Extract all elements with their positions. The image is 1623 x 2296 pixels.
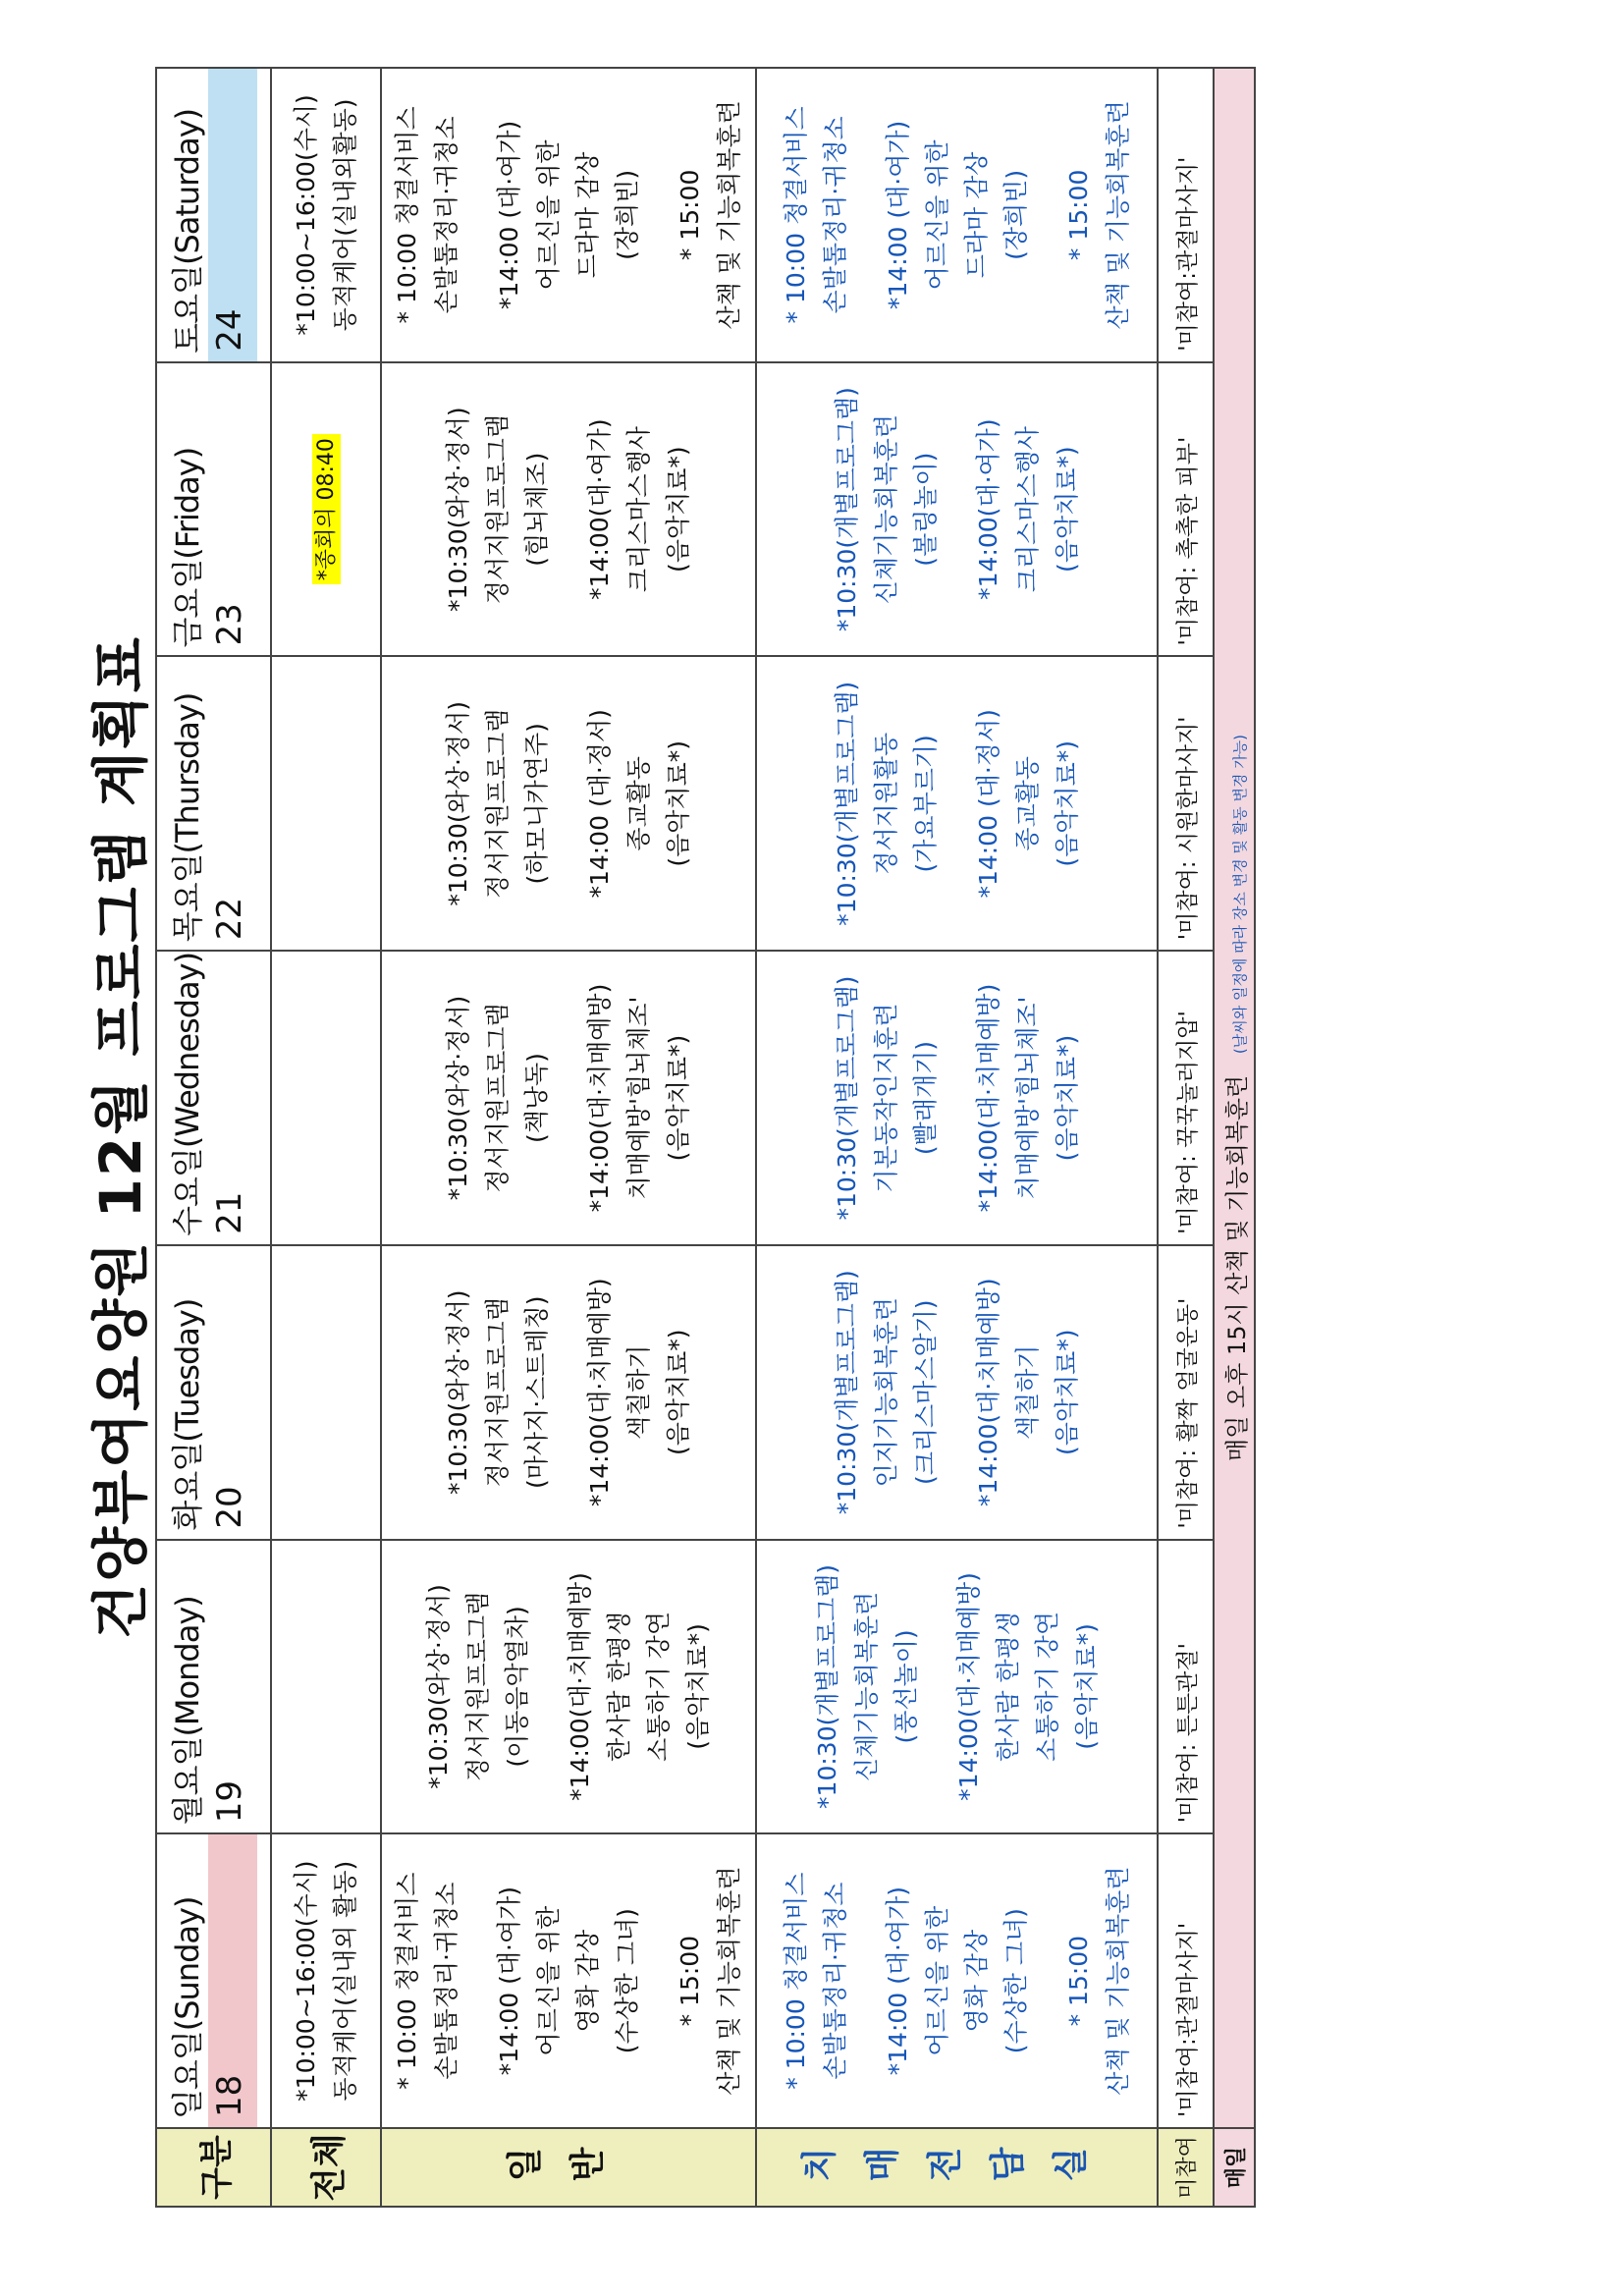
cell-dementia-wed xyxy=(756,951,1158,1245)
cell-general-sun xyxy=(381,1833,756,2128)
cell-line: *10:30(와상·정서) xyxy=(444,701,472,906)
cell-line: 소통하기 강연 xyxy=(644,1612,673,1762)
day-header-wednesday xyxy=(156,951,271,1245)
cell-line: (음악치료*) xyxy=(664,740,692,867)
day-number: 20 xyxy=(210,1486,249,1529)
cell-line: 동적케어(실내외활동) xyxy=(331,98,359,332)
cell-general-thu xyxy=(381,656,756,951)
cell-line: 어르신을 위한 xyxy=(534,1905,563,2056)
cell-line: (빨래개기) xyxy=(910,1040,940,1156)
cell-line: *14:00(대·치매예방) xyxy=(566,1572,594,1801)
cell-line: 기본동작인지훈련 xyxy=(871,1003,900,1193)
cell-line: * 15:00 xyxy=(676,169,704,261)
day-number: 22 xyxy=(210,897,249,941)
cell-miss-thu: '미참여: 시원한마사지' xyxy=(1158,656,1214,951)
cell-line: 동적케어(실내외 활동) xyxy=(331,1860,359,2102)
cell-line: 정서지원활동 xyxy=(871,732,900,875)
cell-line: 손발톱정리·귀청소 xyxy=(432,116,460,314)
cell-line: 치매예방'힘뇌체조' xyxy=(1012,996,1042,1200)
cell-line: *14:00 (대·여가) xyxy=(883,120,912,310)
cell-line: 영화 감상 xyxy=(573,1929,602,2033)
cell-miss-sun: '미참여:관절마사지' xyxy=(1158,1833,1214,2128)
cell-line: (마사지·스트레칭) xyxy=(522,1295,551,1489)
cell-line: (음악치료*) xyxy=(1052,446,1081,573)
row-label-dementia: 치매전담실 xyxy=(756,2128,1158,2207)
cell-line: 어르신을 위한 xyxy=(922,1905,951,2056)
daily-change-note: (날씨와 일정에 따라 장소 변경 및 활동 변경 가능) xyxy=(1230,734,1249,1055)
cell-dementia-sun xyxy=(756,1833,1158,2128)
cell-line: (하모니카연주) xyxy=(522,723,551,885)
cell-miss-fri: '미참여: 촉촉한 피부' xyxy=(1158,362,1214,657)
schedule-table xyxy=(155,67,1256,2208)
cell-line: * 10:00 청결서비스 xyxy=(781,106,810,324)
day-number: 21 xyxy=(210,1191,249,1234)
cell-line: 치매예방'힘뇌체조' xyxy=(624,996,653,1200)
cell-all-sat xyxy=(271,68,381,362)
cell-miss-wed: '미참여: 꾹꾹눌러지압' xyxy=(1158,951,1214,1245)
cell-line: (음악치료*) xyxy=(683,1623,712,1750)
cell-line: 정서지원프로그램 xyxy=(483,414,512,605)
cell-general-wed xyxy=(381,951,756,1245)
cell-all-mon xyxy=(271,1540,381,1834)
cell-miss-sat: '미참여:관절마사지' xyxy=(1158,68,1214,362)
header-label: 구분 xyxy=(156,2128,271,2207)
cell-line: 한사람 한평생 xyxy=(605,1612,633,1762)
day-number: 24 xyxy=(210,308,249,352)
cell-line: * 15:00 xyxy=(1063,169,1093,261)
cell-line: (음악치료*) xyxy=(1052,1034,1081,1162)
cell-all-tue xyxy=(271,1245,381,1540)
cell-line: 색칠하기 xyxy=(624,1344,653,1441)
day-name: 화요일(Tuesday) xyxy=(169,1298,206,1531)
day-header-saturday xyxy=(156,68,271,362)
cell-line: *14:00(대·여가) xyxy=(973,418,1002,600)
cell-line: 손발톱정리·귀청소 xyxy=(820,116,849,314)
cell-line: *10:00~16:00(수시) xyxy=(292,94,320,336)
day-name: 목요일(Thursday) xyxy=(169,692,206,943)
cell-line: 소통하기 강연 xyxy=(1032,1612,1061,1762)
day-number: 19 xyxy=(210,1780,249,1824)
header-row xyxy=(156,68,271,2207)
cell-miss-mon: '미참여: 튼튼관절' xyxy=(1158,1540,1214,1834)
cell-general-tue xyxy=(381,1245,756,1540)
cell-line: *14:00 (대·정서) xyxy=(973,709,1002,899)
cell-line: *10:30(개별프로그램) xyxy=(832,1270,861,1515)
cell-line: 크리스마스행사 xyxy=(624,426,653,593)
cell-line: (음악치료*) xyxy=(664,1329,692,1456)
cell-line: (풍선놀이) xyxy=(891,1629,920,1744)
day-name: 일요일(Sunday) xyxy=(169,1896,206,2119)
cell-line: * 15:00 xyxy=(676,1935,704,2027)
page-title: 건양부여요양원 12월 프로그램 계획표 xyxy=(87,635,154,1639)
cell-line: 산책 및 기능회복훈련 xyxy=(1103,100,1132,330)
cell-line: (힘뇌체조) xyxy=(522,452,551,567)
cell-general-mon xyxy=(381,1540,756,1834)
daily-text: 매일 오후 15시 산책 및 기능회복훈련 xyxy=(1222,1074,1251,1462)
cell-line: *10:30(개별프로그램) xyxy=(812,1563,841,1809)
cell-line: 신체기능회복훈련 xyxy=(871,414,900,605)
day-name: 수요일(Wednesday) xyxy=(169,952,206,1236)
cell-line: *14:00 (대·여가) xyxy=(495,1886,523,2076)
row-label-all: 전체 xyxy=(271,2128,381,2207)
cell-line: *10:00~16:00(수시) xyxy=(292,1860,320,2102)
row-dementia xyxy=(756,68,1158,2207)
cell-all-wed xyxy=(271,951,381,1245)
cell-line: (음악치료*) xyxy=(1052,1329,1081,1456)
cell-all-thu xyxy=(271,656,381,951)
cell-line: 영화 감상 xyxy=(961,1929,991,2033)
day-number: 23 xyxy=(210,603,249,646)
cell-line: *10:30(와상·정서) xyxy=(444,995,472,1201)
cell-dementia-thu xyxy=(756,656,1158,951)
day-header-thursday xyxy=(156,656,271,951)
cell-line: 산책 및 기능회복훈련 xyxy=(1103,1866,1132,2096)
day-name: 월요일(Monday) xyxy=(169,1596,206,1826)
cell-line: (크리스마스알기) xyxy=(910,1299,940,1486)
cell-line: 신체기능회복훈련 xyxy=(851,1591,881,1782)
cell-line: (음악치료*) xyxy=(664,446,692,573)
cell-line: *10:30(와상·정서) xyxy=(424,1584,453,1789)
cell-line: (수상한 그녀) xyxy=(613,1908,641,2054)
cell-line: *10:30(와상·정서) xyxy=(444,407,472,612)
cell-line: *10:30(개별프로그램) xyxy=(832,387,861,632)
cell-line: *14:00 (대·여가) xyxy=(495,120,523,310)
cell-line: * 10:00 청결서비스 xyxy=(393,106,421,324)
cell-line: 산책 및 기능회복훈련 xyxy=(715,100,743,330)
cell-miss-tue: '미참여: 활짝 얼굴운동' xyxy=(1158,1245,1214,1540)
cell-line: 색칠하기 xyxy=(1012,1344,1042,1441)
row-label-miss: 미참여 xyxy=(1158,2128,1214,2207)
cell-line: (장희빈) xyxy=(613,169,641,260)
cell-line: (장희빈) xyxy=(1001,169,1030,260)
cell-line: 종교활동 xyxy=(624,756,653,851)
cell-general-fri xyxy=(381,362,756,657)
cell-line: *10:30(개별프로그램) xyxy=(832,975,861,1221)
cell-line: 드라마 감상 xyxy=(961,151,991,279)
day-header-tuesday xyxy=(156,1245,271,1540)
day-header-friday xyxy=(156,362,271,657)
cell-line: 손발톱정리·귀청소 xyxy=(432,1882,460,2080)
cell-line: *10:30(개별프로그램) xyxy=(832,681,861,926)
cell-line: 정서지원프로그램 xyxy=(483,1003,512,1193)
cell-line: 인지기능회복훈련 xyxy=(871,1297,900,1488)
cell-line: 드라마 감상 xyxy=(573,151,602,279)
cell-general-sat xyxy=(381,68,756,362)
schedule-frame xyxy=(77,67,1490,2208)
cell-line: (음악치료*) xyxy=(1071,1623,1101,1750)
cell-line: (음악치료*) xyxy=(664,1034,692,1162)
cell-line: *14:00 (대·여가) xyxy=(883,1886,912,2076)
row-daily xyxy=(1214,68,1255,2207)
cell-line: (책낭독) xyxy=(522,1053,551,1144)
row-general xyxy=(381,68,756,2207)
cell-line: 어르신을 위한 xyxy=(534,139,563,291)
day-name: 금요일(Friday) xyxy=(169,447,206,648)
cell-line: *14:00 (대·정서) xyxy=(585,709,614,899)
cell-line: 정서지원프로그램 xyxy=(483,1297,512,1488)
meeting-highlight: *종회의 08:40 xyxy=(312,434,341,584)
cell-dementia-sat xyxy=(756,68,1158,362)
day-header-sunday xyxy=(156,1833,271,2128)
cell-line: (수상한 그녀) xyxy=(1001,1908,1030,2054)
daily-note-cell xyxy=(1214,68,1255,2128)
cell-dementia-mon xyxy=(756,1540,1158,1834)
row-all xyxy=(271,68,381,2207)
cell-line: * 10:00 청결서비스 xyxy=(781,1872,810,2090)
cell-line: 한사람 한평생 xyxy=(993,1612,1022,1762)
cell-line: 정서지원프로그램 xyxy=(463,1591,492,1782)
cell-line: *14:00(대·치매예방) xyxy=(953,1572,983,1801)
cell-line: 정서지원프로그램 xyxy=(483,708,512,899)
cell-line: (가요부르기) xyxy=(910,735,940,873)
cell-line: *14:00(대·치매예방) xyxy=(585,1278,614,1507)
row-miss xyxy=(1158,68,1214,2207)
cell-line: 손발톱정리·귀청소 xyxy=(820,1882,849,2080)
cell-line: 산책 및 기능회복훈련 xyxy=(715,1866,743,2096)
cell-line: *14:00(대·여가) xyxy=(585,418,614,600)
cell-line: 종교활동 xyxy=(1012,756,1042,851)
day-header-monday xyxy=(156,1540,271,1834)
cell-line: * 15:00 xyxy=(1063,1935,1093,2027)
cell-line: * 10:00 청결서비스 xyxy=(393,1872,421,2090)
cell-line: (볼링놀이) xyxy=(910,452,940,567)
cell-line: *14:00(대·치매예방) xyxy=(585,983,614,1213)
row-label-general: 일반 xyxy=(381,2128,756,2207)
cell-line: 크리스마스행사 xyxy=(1012,426,1042,593)
day-number: 18 xyxy=(210,2074,249,2117)
cell-line: (이동음악열차) xyxy=(503,1606,531,1768)
cell-dementia-tue xyxy=(756,1245,1158,1540)
cell-line: *14:00(대·치매예방) xyxy=(973,1278,1002,1507)
row-label-daily: 매일 xyxy=(1214,2128,1255,2207)
cell-line: (음악치료*) xyxy=(1052,740,1081,867)
cell-line: *14:00(대·치매예방) xyxy=(973,983,1002,1213)
day-name: 토요일(Saturday) xyxy=(169,108,206,354)
cell-line: *10:30(와상·정서) xyxy=(444,1289,472,1496)
cell-dementia-fri xyxy=(756,362,1158,657)
cell-all-sun xyxy=(271,1833,381,2128)
cell-line: 어르신을 위한 xyxy=(922,139,951,291)
cell-all-fri xyxy=(271,362,381,657)
